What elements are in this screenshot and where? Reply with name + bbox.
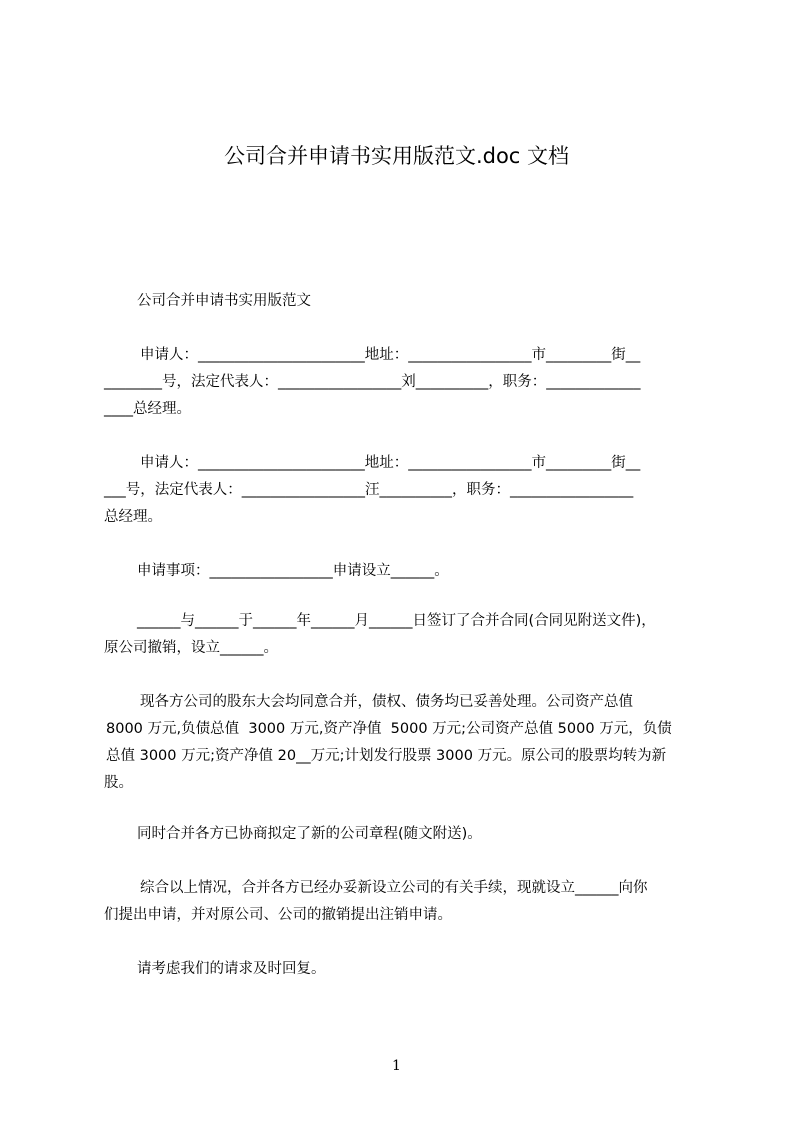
document-heading: 公司合并申请书实用版范文 <box>137 293 311 309</box>
document-title: 公司合并申请书实用版范文.doc 文档 <box>223 144 570 168</box>
merger-contract-line-1: ______与______于______年______月______日签订了合并合同(合同见附送文件)， <box>137 613 656 629</box>
applicant-2-line-3: 总经理。 <box>104 509 162 525</box>
assets-paragraph-line-4: 股。 <box>104 775 133 791</box>
assets-paragraph-line-1: 现各方公司的股东大会均同意合并，债权、债务均已妥善处理。公司资产总值 <box>140 694 633 710</box>
merger-contract-line-2: 原公司撤销，设立______。 <box>104 640 278 656</box>
applicant-1-line-3: ____总经理。 <box>104 401 191 417</box>
application-matter: 申请事项：_________________申请设立______。 <box>137 563 449 579</box>
applicant-2-line-2: ___号，法定代表人：_________________汪__________，职务：_________________ <box>104 482 634 498</box>
summary-paragraph-line-1: 综合以上情况，合并各方已经办妥新设立公司的有关手续，现就设立______向你 <box>140 880 648 896</box>
summary-paragraph-line-2: 们提出申请，并对原公司、公司的撤销提出注销申请。 <box>104 907 452 923</box>
applicant-1-line-1: 申请人：_______________________地址：_________________市_________街__ <box>140 347 641 363</box>
assets-paragraph-line-2: 8000 万元,负债总值 3000 万元,资产净值 5000 万元;公司资产总值 5000 万元，负债 <box>106 721 672 737</box>
assets-paragraph-line-3: 总值 3000 万元;资产净值 20__万元;计划发行股票 3000 万元。原公司的股票均转为新 <box>106 748 667 764</box>
applicant-1-line-2: ________号，法定代表人：_________________刘__________，职务：_____________ <box>104 374 641 390</box>
applicant-2-line-1: 申请人：_______________________地址：_________________市_________街__ <box>140 455 641 471</box>
page-number: 1 <box>392 1058 401 1074</box>
closing-request: 请考虑我们的请求及时回复。 <box>137 961 326 977</box>
articles-paragraph: 同时合并各方已协商拟定了新的公司章程(随文附送)。 <box>137 826 482 842</box>
